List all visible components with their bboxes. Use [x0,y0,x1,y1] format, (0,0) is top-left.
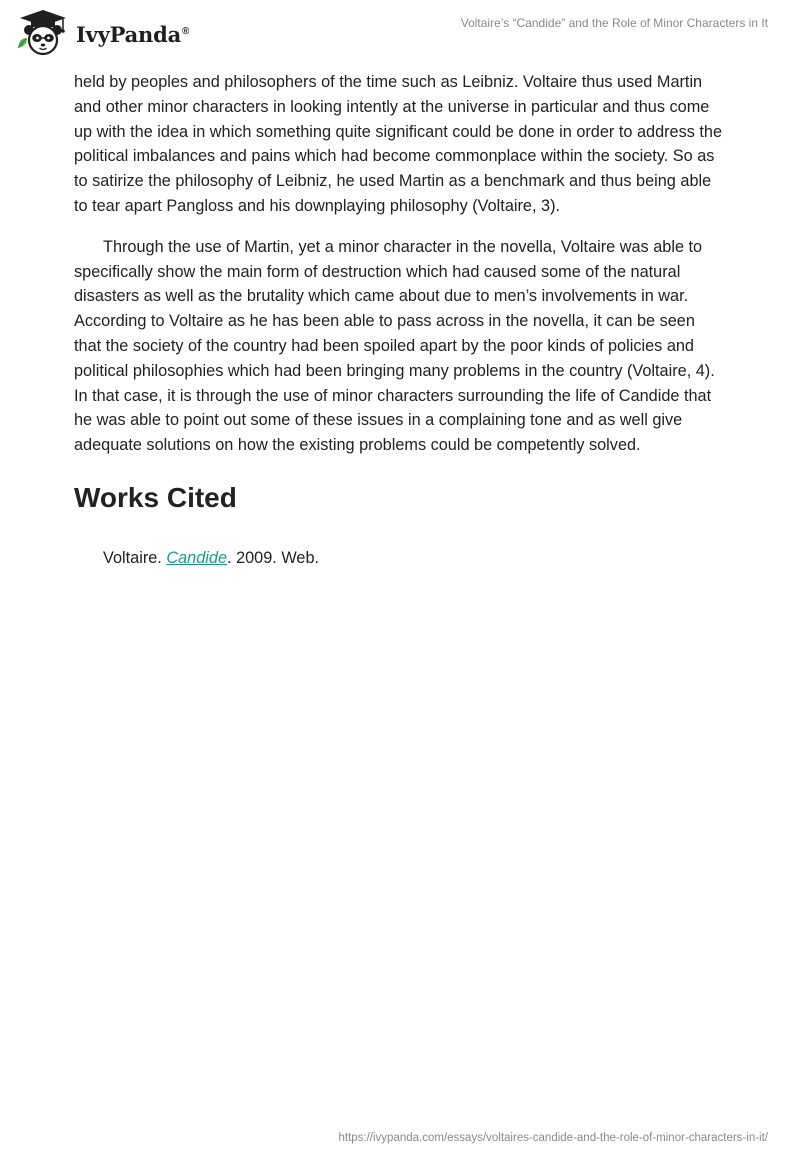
ivypanda-logo[interactable] [14,8,189,56]
page-header [0,0,800,64]
source-url[interactable]: https://ivypanda.com/essays/voltaires-candide-and-the-role-of-minor-characters-in-it/ [338,1132,768,1144]
essay-content [74,70,726,570]
document-title: Voltaire’s “Candide” and the Role of Minor Characters in It [460,16,768,30]
works-cited-heading: Works Cited [74,481,237,513]
brand-name [76,22,189,47]
citation-entry [103,546,726,570]
panda-graduate-icon [14,8,72,56]
citation-author: Voltaire. [103,548,167,567]
body-paragraph-1: held by peoples and philosophers of the time such as Leibniz. Voltaire thus used Martin and other minor characters in looking intently at the universe in particular and thus come up with the idea in which something quite significant could be done in order to address the political imbalances and pains which had become commonplace within the society. So as to satirize the philosophy of Leibniz, he used Martin as a benchmark and thus being able to tear apart Pangloss and his downplaying philosophy (Voltaire, 3). [74,73,723,215]
brand-name-text: IvyPanda [76,21,182,47]
body-paragraph-2: Through the use of Martin, yet a minor character in the novella, Voltaire was able to specifically show the main form of destruction which had caused some of the natural disasters as well as the brutality which came about due to men’s involvements in war. According to Voltaire as he has been able to pass across in the novella, it can be seen that the society of the country had been spoiled apart by the poor kinds of policies and political philosophies which had been bringing many problems in the country (Voltaire, 4). In that case, it is through the use of minor characters surrounding the life of Candide that he was able to point out some of these issues in a complaining tone and as well give adequate solutions on how the existing problems could be competently solved. [74,237,715,455]
citation-details: . 2009. Web. [227,548,320,567]
registered-mark: ® [182,25,190,37]
citation-title-link[interactable]: Candide [166,548,228,567]
